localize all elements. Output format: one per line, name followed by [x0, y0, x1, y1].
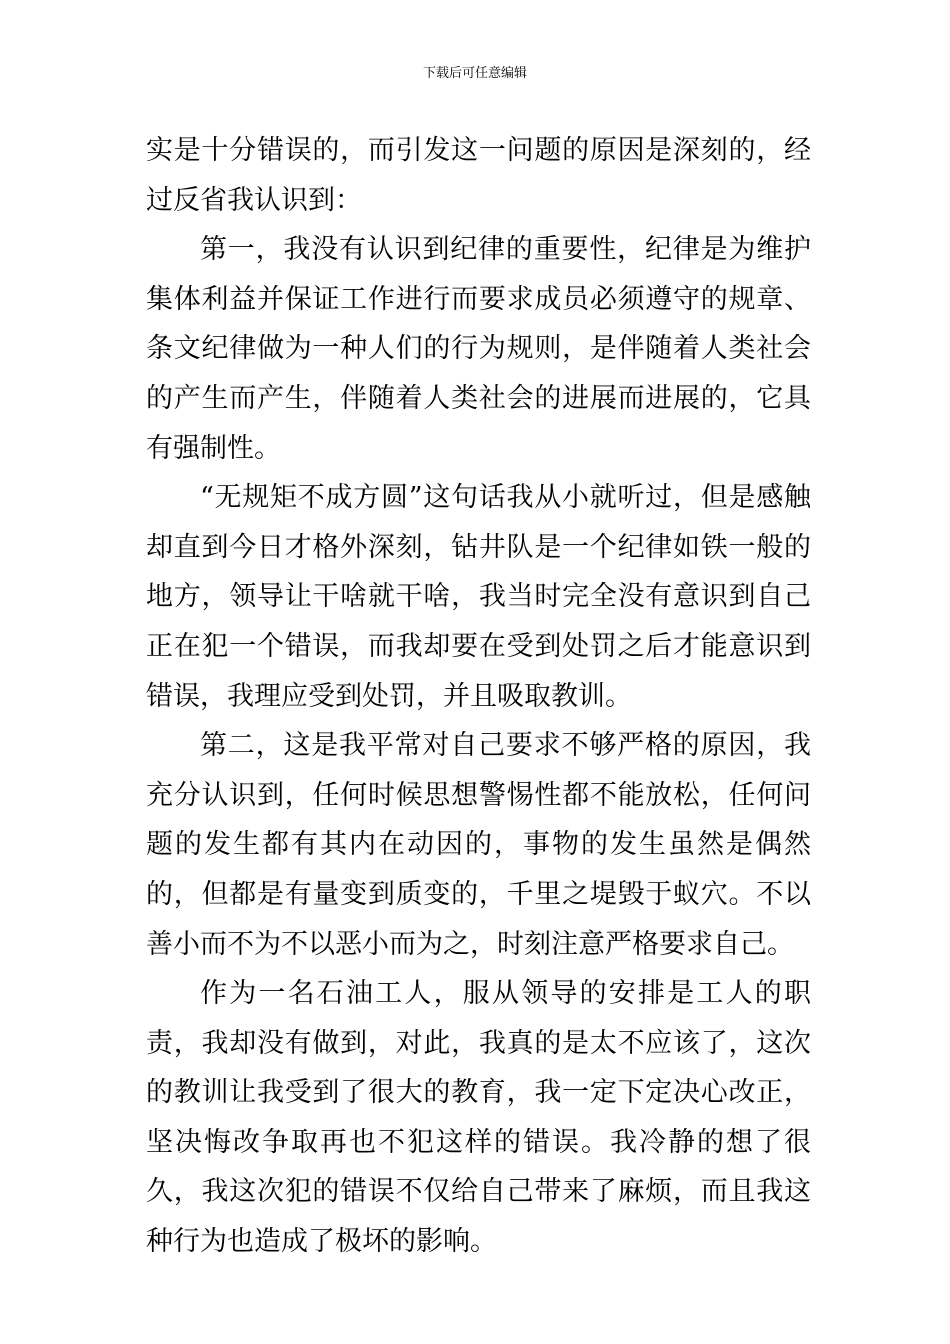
- paragraph-second-point: 第二，这是我平常对自己要求不够严格的原因，我充分认识到，任何时候思想警惕性都不能放松，任何问题的发生都有其内在动因的，事物的发生虽然是偶然的，但都是有量变到质变的，千里之堤毁于蚁穴。不以善小而不为不以恶小而为之，时刻注意严格要求自己。: [146, 730, 811, 960]
- paragraph-proverb: “无规矩不成方圆”这句话我从小就听过，但是感触却直到今日才格外深刻，钻井队是一个纪律如铁一般的地方，领导让干啥就干啥，我当时完全没有意识到自己正在犯一个错误，而我却要在受到处罚之后才能意识到错误，我理应受到处罚，并且吸取教训。: [146, 482, 811, 712]
- page-header: 下载后可任意编辑: [422, 66, 527, 81]
- paragraph-continuation: 实是十分错误的，而引发这一问题的原因是深刻的，经过反省我认识到：: [146, 135, 811, 216]
- paragraph-first-point: 第一，我没有认识到纪律的重要性，纪律是为维护集体利益并保证工作进行而要求成员必须遵守的规章、条文纪律做为一种人们的行为规则，是伴随着人类社会的产生而产生，伴随着人类社会的进展而进展的，它具有强制性。: [146, 234, 811, 464]
- paragraph-conclusion: 作为一名石油工人，服从领导的安排是工人的职责，我却没有做到，对此，我真的是太不应该了，这次的教训让我受到了很大的教育，我一定下定决心改正，坚决悔改争取再也不犯这样的错误。我冷静的想了很久，我这次犯的错误不仅给自己带来了麻烦，而且我这种行为也造成了极坏的影响。: [146, 978, 811, 1258]
- document-body: [146, 126, 811, 1267]
